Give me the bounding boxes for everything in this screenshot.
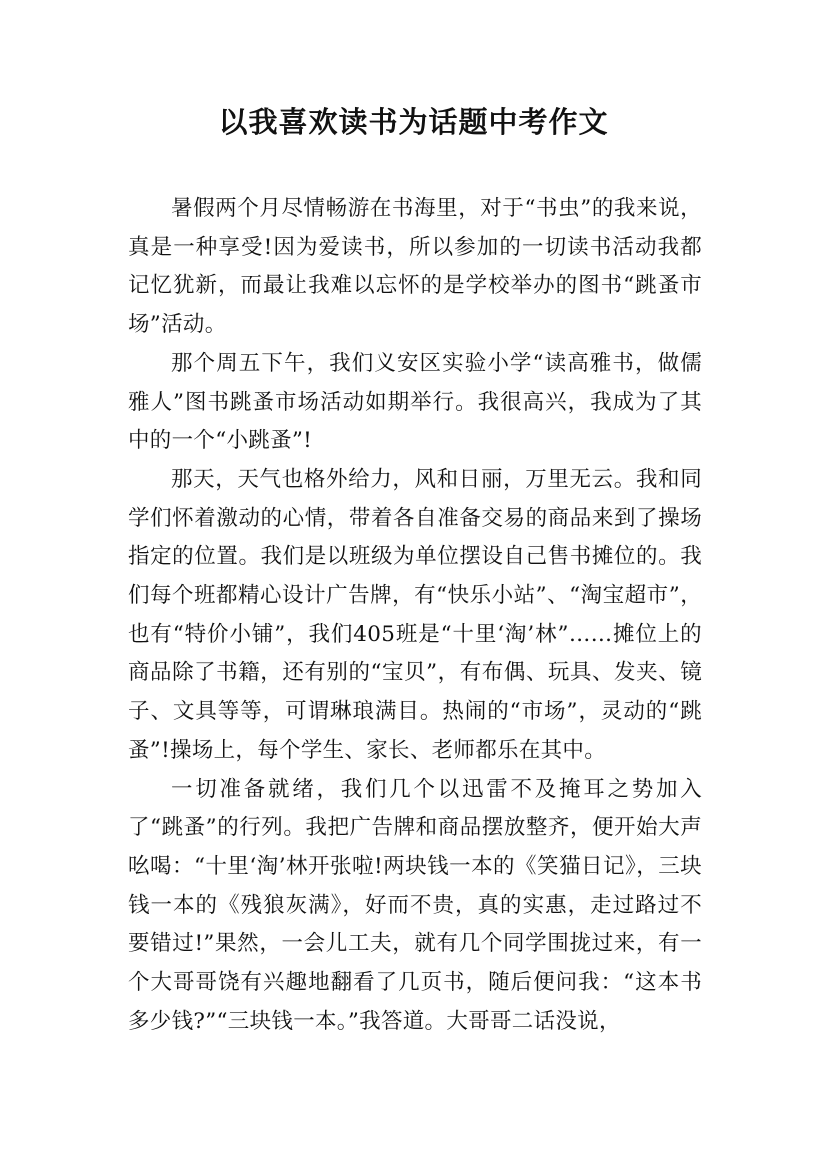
paragraph-1: 暑假两个月尽情畅游在书海里，对于“书虫”的我来说，真是一种享受!因为爱读书，所以参加的一切读书活动我都记忆犹新，而最让我难以忘怀的是学校举办的图书“跳蚤市场”活动。	[128, 196, 702, 338]
document-body	[128, 190, 702, 1041]
document-title: 以我喜欢读书为话题中考作文	[218, 105, 609, 139]
paragraph-2: 那个周五下午，我们义安区实验小学“读高雅书，做儒雅人”图书跳蚤市场活动如期举行。我很高兴，我成为了其中的一个“小跳蚤”!	[128, 350, 702, 454]
paragraph-4: 一切准备就绪，我们几个以迅雷不及掩耳之势加入了“跳蚤”的行列。我把广告牌和商品摆放整齐，便开始大声吆喝：“十里‘淘’林开张啦!两块钱一本的《笑猫日记》，三块钱一本的《残狼灰满》，好而不贵，真的实惠，走过路过不要错过!”果然，一会儿工夫，就有几个同学围拢过来，有一个大哥哥饶有兴趣地翻看了几页书，随后便问我：“这本书多少钱?”“三块钱一本。”我答道。大哥哥二话没说，	[128, 776, 702, 1034]
paragraph-3: 那天，天气也格外给力，风和日丽，万里无云。我和同学们怀着激动的心情，带着各自准备交易的商品来到了操场指定的位置。我们是以班级为单位摆设自己售书摊位的。我们每个班都精心设计广告牌，有“快乐小站”、“淘宝超市”，也有“特价小铺”，我们405班是“十里‘淘’林”……摊位上的商品除了书籍，还有别的“宝贝”，有布偶、玩具、发夹、镜子、文具等等，可谓琳琅满目。热闹的“市场”，灵动的“跳蚤”!操场上，每个学生、家长、老师都乐在其中。	[128, 466, 702, 763]
